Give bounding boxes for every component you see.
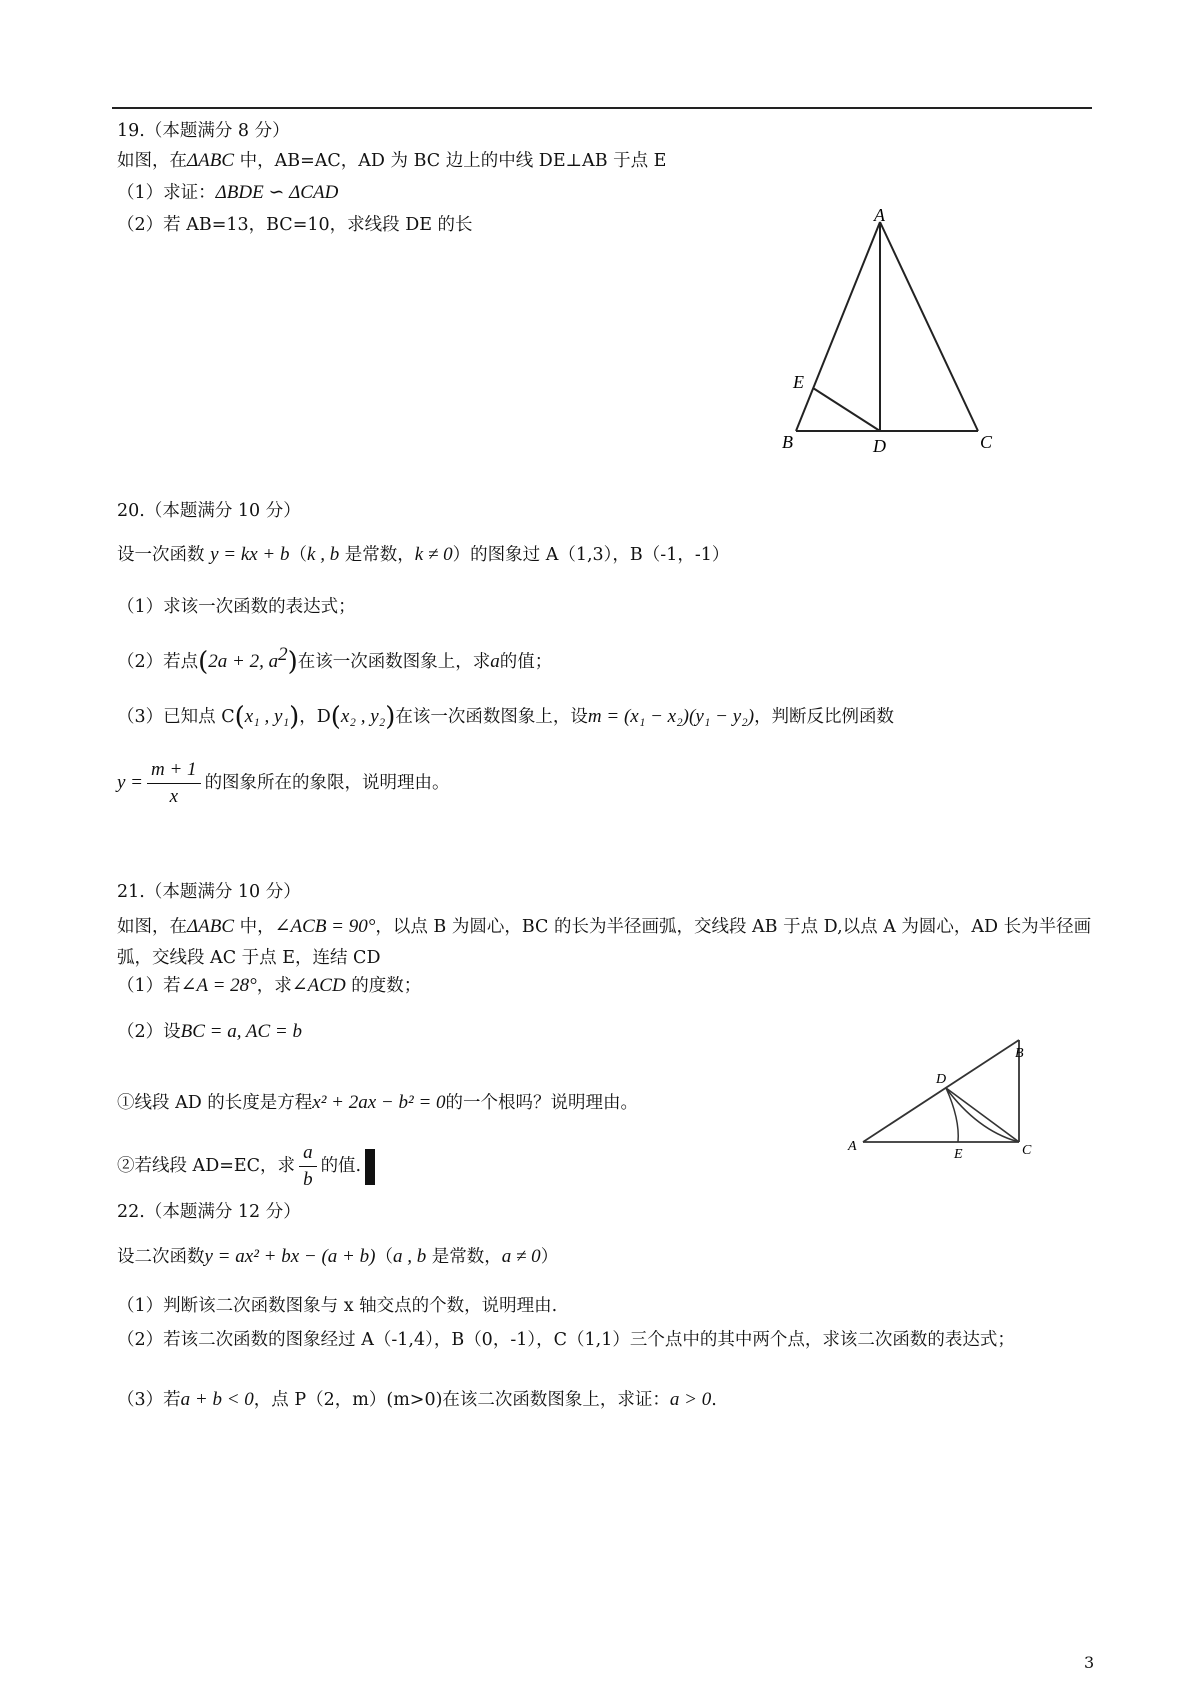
redaction-bar [365,1149,375,1185]
q19-triangle-figure [760,208,1010,468]
q21-label-a: A [848,1139,857,1154]
q19-label-c: C [980,432,993,452]
q22-title: 22.（本题满分 12 分） [117,1202,301,1222]
q22-part2: （2）若该二次函数的图象经过 A（-1,4），B（0，-1），C（1,1）三个点中的其中两个点，求该二次函数的表达式； [117,1330,1015,1350]
q19-part2: （2）若 AB=13，BC=10，求线段 DE 的长 [117,215,473,235]
q21-label-e: E [954,1147,963,1162]
q20-part1: （1）求该一次函数的表达式； [117,597,356,617]
q21-right-triangle-figure [828,1015,1080,1175]
q20-title: 20.（本题满分 10 分） [117,501,301,521]
q20-stem: 设一次函数 y = kx + b（k , b 是常数，k ≠ 0）的图象过 A（1,3），B（-1，-1） [117,544,730,565]
q21-title: 21.（本题满分 10 分） [117,882,301,902]
q20-part3: （3）已知点 C(x₁ , y₁)，D(x₂ , y₂)在该一次函数图象上，设m = (x₁ − x₂)(y₁ − y₂)，判断反比例函数 [117,702,895,732]
q22-stem: 设二次函数y = ax² + bx − (a + b)（a , b 是常数，a ≠ 0） [117,1246,559,1267]
q19-stem: 如图，在ΔABC 中，AB=AC，AD 为 BC 边上的中线 DE⊥AB 于点 E [117,150,667,171]
q21-stem: 如图，在ΔABC 中，∠ACB = 90°，以点 B 为圆心，BC 的长为半径画弧，交线段 AB 于点 D,以点 A 为圆心，AD 长为半径画弧，交线段 AC 于点 E，连结 CD [117,916,1092,968]
q22-part1: （1）判断该二次函数图象与 x 轴交点的个数，说明理由. [117,1296,558,1316]
q20-part3-cont: y = $\frac{m + 1}{x}$ 的图象所在的象限，说明理由。 [117,759,450,807]
q21-sub2: ②若线段 AD=EC，求 $\frac{a}{b}$ 的值. [117,1140,375,1193]
q19-part1: （1）求证：ΔBDE ∽ ΔCAD [117,182,339,203]
q19-label-d: D [873,436,886,456]
q19-label-b: B [782,432,793,452]
q21-part1: （1）若∠A = 28°，求∠ACD 的度数； [117,975,422,996]
q19-title: 19.（本题满分 8 分） [117,121,290,141]
q19-label-e: E [793,372,804,392]
q21-sub1: ①线段 AD 的长度是方程x² + 2ax − b² = 0的一个根吗？说明理由。 [117,1092,639,1113]
q20-part2: （2）若点(2a + 2, $a^2$)在该一次函数图象上，求a的值； [117,644,553,677]
page-number: 3 [1084,1653,1095,1672]
q19-label-a: A [874,208,885,225]
q21-label-b: B [1015,1046,1024,1061]
q21-part2: （2）设BC = a, AC = b [117,1021,302,1042]
q22-part3: （3）若a + b < 0，点 P（2，m）(m>0)在该二次函数图象上，求证：a > 0. [117,1389,717,1410]
q21-label-c: C [1022,1143,1032,1158]
q21-label-d: D [936,1072,947,1087]
header-rule [112,107,1092,109]
